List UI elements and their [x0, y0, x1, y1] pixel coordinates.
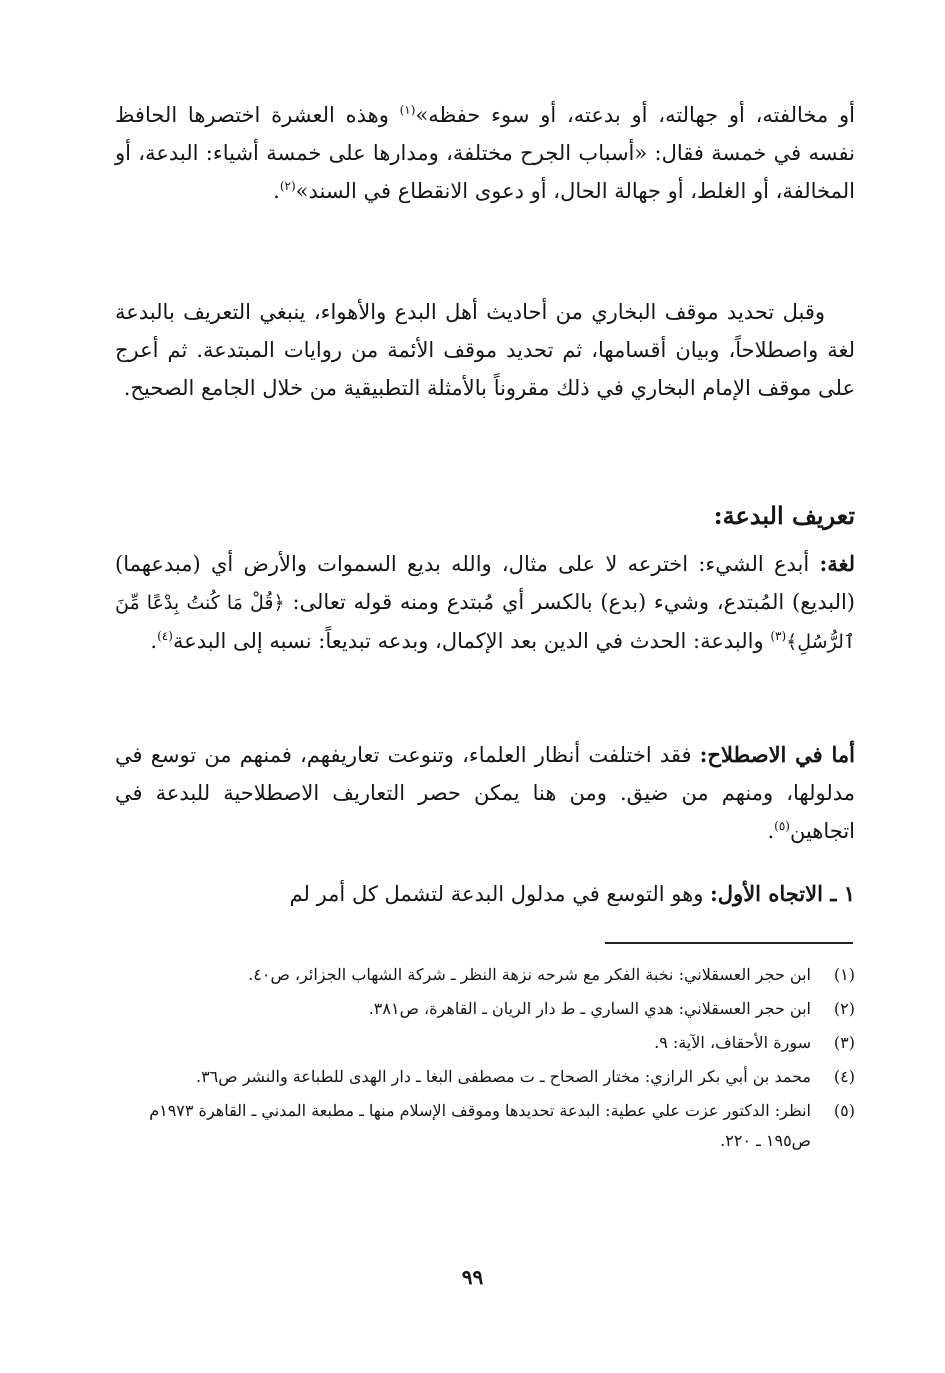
footnote-item	[115, 1028, 855, 1058]
footnote-divider	[605, 942, 853, 944]
paragraph-text: أو مخالفته، أو جهالته، أو بدعته، أو سوء حفظه»	[415, 103, 855, 127]
lead-term-first-direction: ١ ـ الاتجاه الأول:	[710, 881, 855, 906]
footnote-number: (٢)	[833, 999, 855, 1018]
footnote-text: سورة الأحقاف، الآية: ٩.	[654, 1033, 811, 1052]
paragraph-text: فقد اختلفت أنظار العلماء، وتنوعت تعاريفهم، فمنهم من توسع في مدلولها، ومنهم من ضيق. ومن هنا يمكن حصر التعاريف الاصطلاحية للبدعة في اتجاهين	[115, 743, 855, 843]
section-heading: تعريف البدعة:	[713, 501, 855, 530]
paragraph-technical-definition	[115, 736, 855, 850]
paragraph-text: والبدعة: الحدث في الدين بعد الإكمال، وبدعه تبديعاً: نسبه إلى البدعة	[172, 629, 771, 653]
footnote-ref-5: (٥)	[774, 819, 790, 833]
paragraph-first-direction	[115, 875, 855, 913]
footnote-ref-1: (١)	[399, 103, 416, 117]
footnote-item	[115, 994, 855, 1024]
footnote-number: (٥)	[833, 1101, 855, 1120]
footnote-text: محمد بن أبي بكر الرازي: مختار الصحاح ـ ت مصطفى البغا ـ دار الهدى للطباعة والنشر ص٣٦.	[195, 1067, 811, 1086]
lead-term-linguistic: لغة:	[819, 551, 855, 576]
footnote-ref-4: (٤)	[157, 629, 173, 643]
paragraph-text: .	[150, 629, 158, 653]
paragraph-text: وهذه العشرة اختصرها الحافظ نفسه في خمسة فقال: «أسباب الجرح مختلفة، ومدارها على خمسة أشياء: البدعة، أو المخالفة، أو الغلط، أو جهالة الحال، أو دعوى الانقطاع في السند»	[115, 103, 855, 203]
footnote-number: (٤)	[833, 1067, 855, 1086]
paragraph-intro	[115, 96, 855, 210]
page-number: ٩٩	[461, 1265, 484, 1289]
footnote-item	[115, 1062, 855, 1092]
footnote-text: ابن حجر العسقلاني: نخبة الفكر مع شرحه نزهة النظر ـ شركة الشهاب الجزائر، ص٤٠.	[248, 965, 811, 984]
quran-verse: ﴿قُلْ مَا كُنتُ بِدْعًا مِّنَ ٱلرُّسُلِ﴾	[115, 592, 855, 653]
paragraph-bukhari-position: وقبل تحديد موقف البخاري من أحاديث أهل البدع والأهواء، ينبغي التعريف بالبدعة لغة واصطلاحاً، وبيان أقسامها، ثم تحديد موقف الأئمة من روايات المبتدعة. ثم أعرج على موقف الإمام البخاري في ذلك مقروناً بالأمثلة التطبيقية من خلال الجامع الصحيح.	[115, 300, 855, 400]
footnote-item	[115, 1096, 855, 1156]
paragraph-text: .	[767, 819, 775, 843]
paragraph-text: .	[273, 179, 280, 203]
footnotes	[115, 960, 855, 1160]
footnote-item	[115, 960, 855, 990]
footnote-text: انظر: الدكتور عزت علي عطية: البدعة تحديدها وموقف الإسلام منها ـ مطبعة المدني ـ القاهرة ١٩٧٣م ص١٩٥ ـ ٢٢٠.	[149, 1101, 811, 1150]
paragraph-text: أبدع الشيء: اخترعه لا على مثال، والله بديع السموات والأرض أي (مبدعهما) (البديع) المُبتدع، وشيء (بدع) بالكسر أي مُبتدع ومنه قوله تعالى:	[115, 552, 856, 614]
paragraph-linguistic-definition	[115, 545, 855, 661]
footnote-text: ابن حجر العسقلاني: هدي الساري ـ ط دار الريان ـ القاهرة، ص٣٨١.	[368, 999, 811, 1018]
footnote-ref-2: (٢)	[279, 179, 296, 193]
footnote-number: (٣)	[833, 1033, 855, 1052]
paragraph-text: وهو التوسع في مدلول البدعة لتشمل كل أمر لم	[289, 882, 711, 906]
lead-term-technical: أما في الاصطلاح:	[699, 742, 855, 767]
footnote-number: (١)	[833, 965, 855, 984]
footnote-ref-3: (٣)	[770, 629, 787, 643]
